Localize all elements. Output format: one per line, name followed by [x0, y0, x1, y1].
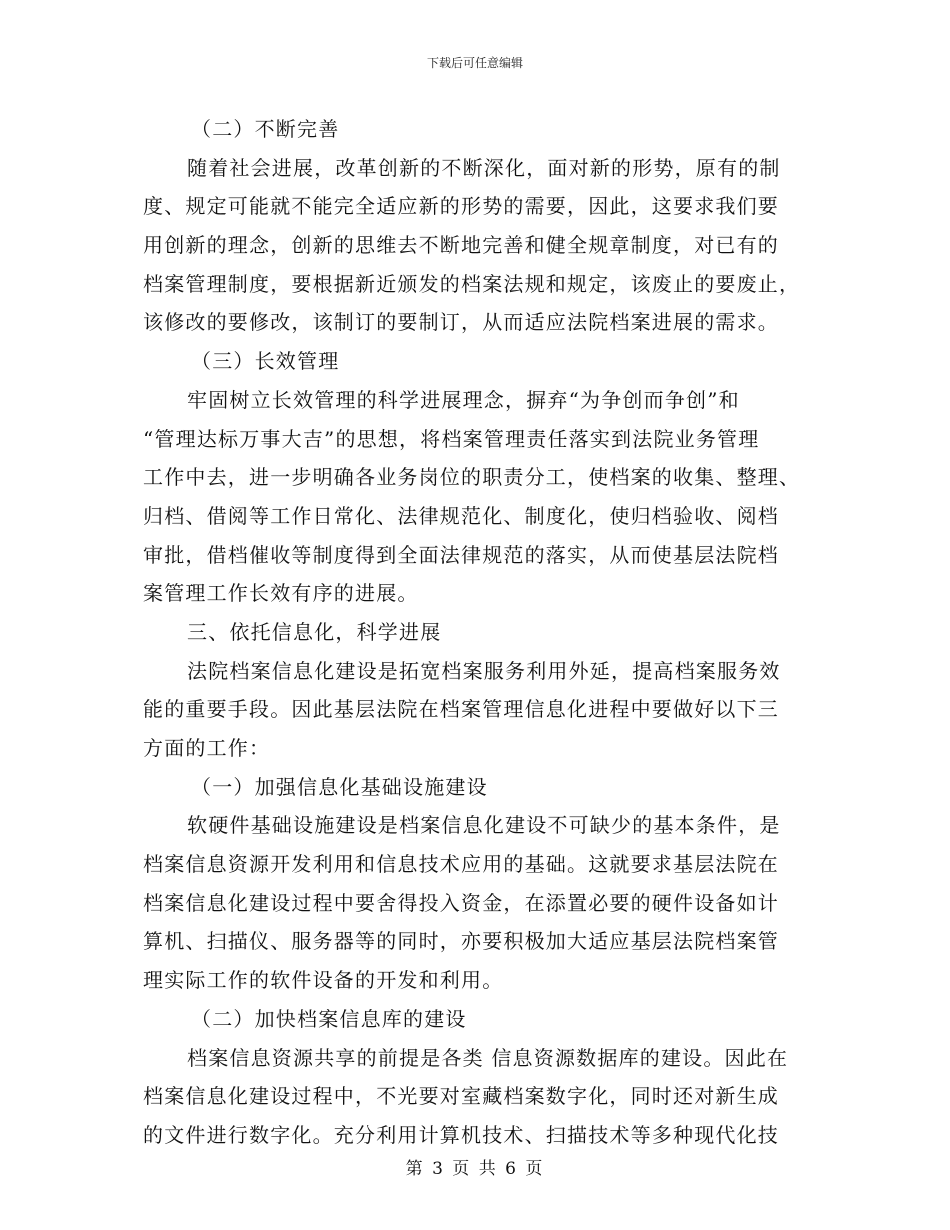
paragraph-line: 档案信息资源开发利用和信息技术应用的基础。这就要求基层法院在 — [143, 852, 779, 877]
paragraph-line: “管理达标万事大吉”的思想，将档案管理责任落实到法院业务管理 — [143, 426, 760, 451]
paragraph-line: 该修改的要修改，该制订的要制订，从而适应法院档案进展的需求。 — [143, 310, 779, 335]
paragraph-line: 软硬件基础设施建设是档案信息化建设不可缺少的基本条件，是 — [187, 813, 781, 838]
paragraph-line: 工作中去，进一步明确各业务岗位的职责分工，使档案的收集、整理、 — [143, 465, 801, 490]
page-number: 第 3 页 共 6 页 — [405, 1159, 545, 1179]
paragraph-line: 档案信息资源共享的前提是各类 信息资源数据库的建设。因此在 — [187, 1045, 789, 1070]
paragraph-line: 档案信息化建设过程中要舍得投入资金，在添置必要的硬件设备如计 — [143, 890, 779, 915]
document-body — [143, 110, 808, 1155]
section-heading: （二）不断完善 — [191, 117, 340, 141]
section-heading: （三）长效管理 — [191, 349, 340, 374]
paragraph-line: 能的重要手段。因此基层法院在档案管理信息化进程中要做好以下三 — [143, 697, 779, 722]
paragraph-line: 案管理工作长效有序的进展。 — [143, 581, 419, 606]
paragraph-line: 牢固树立长效管理的科学进展理念，摒弃“为争创而争创”和 — [187, 387, 740, 412]
paragraph-line: 方面的工作： — [143, 736, 271, 760]
section-heading: （二）加快档案信息库的建设 — [191, 1006, 467, 1031]
paragraph-line: 法院档案信息化建设是拓宽档案服务利用外延，提高档案服务效 — [187, 658, 781, 683]
header-note: 下载后可任意编辑 — [426, 56, 523, 70]
section-heading: 三、依托信息化，科学进展 — [187, 619, 442, 644]
paragraph-line: 度、规定可能就不能完全适应新的形势的需要，因此，这要求我们要 — [143, 194, 779, 219]
paragraph-line: 档案管理制度，要根据新近颁发的档案法规和规定，该废止的要废止， — [143, 271, 801, 296]
paragraph-line: 归档、借阅等工作日常化、法律规范化、制度化，使归档验收、阅档 — [143, 503, 779, 528]
paragraph-line: 理实际工作的软件设备的开发和利用。 — [143, 968, 504, 993]
paragraph-line: 的文件进行数字化。充分利用计算机技术、扫描技术等多种现代化技 — [143, 1122, 779, 1147]
paragraph-line: 档案信息化建设过程中，不光要对室藏档案数字化，同时还对新生成 — [143, 1084, 779, 1109]
paragraph-line: 随着社会进展，改革创新的不断深化，面对新的形势，原有的制 — [187, 155, 781, 180]
paragraph-line: 用创新的理念，创新的思维去不断地完善和健全规章制度，对已有的 — [143, 233, 779, 258]
paragraph-line: 审批，借档催收等制度得到全面法律规范的落实，从而使基层法院档 — [143, 542, 779, 567]
section-heading: （一）加强信息化基础设施建设 — [191, 774, 488, 799]
paragraph-line: 算机、扫描仪、服务器等的同时，亦要积极加大适应基层法院档案管 — [143, 929, 779, 954]
